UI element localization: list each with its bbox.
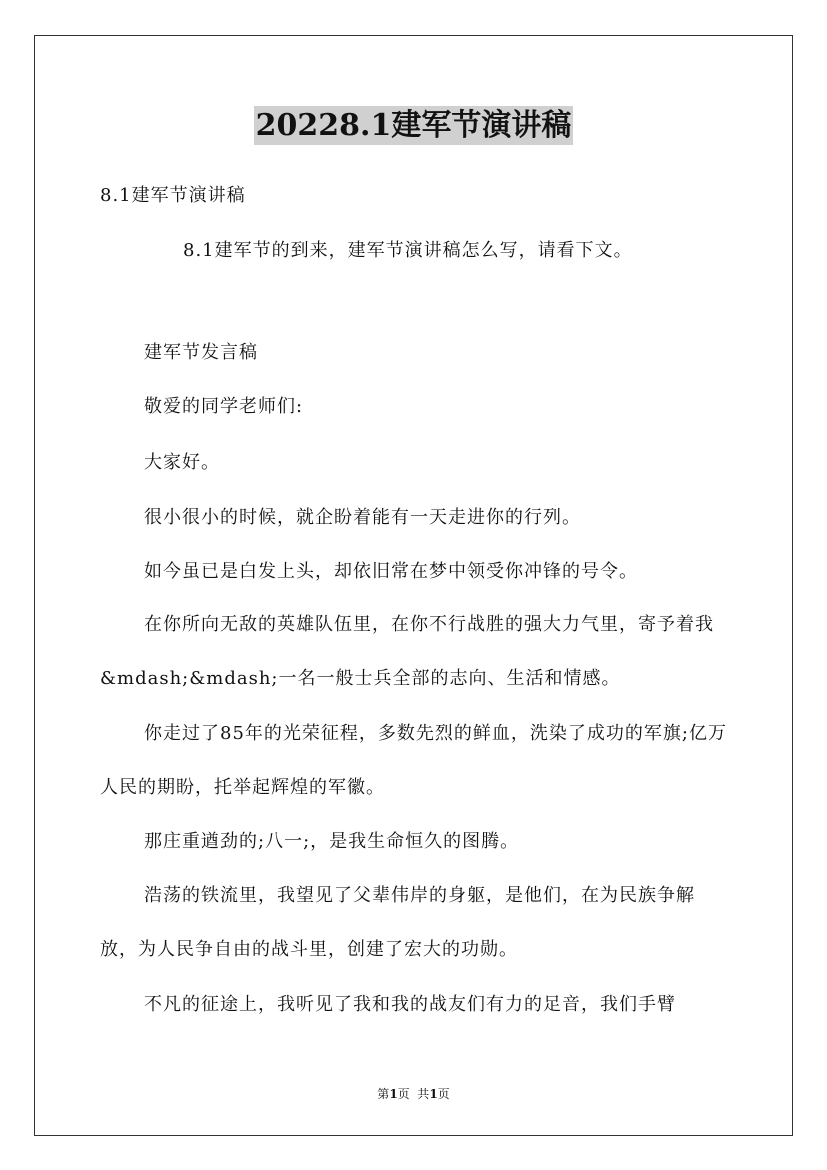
paragraph: 那庄重遒劲的;八一;，是我生命恒久的图腾。: [144, 831, 520, 852]
paragraph: 敬爱的同学老师们:: [144, 396, 304, 417]
paragraph: 不凡的征途上，我听见了我和我的战友们有力的足音，我们手臂: [144, 994, 676, 1015]
document-title-text: 20228.1建军节演讲稿: [255, 108, 572, 143]
paragraph: 如今虽已是白发上头，却依旧常在梦中领受你冲锋的号令。: [144, 561, 638, 582]
page-footer: 第1页 共1页: [377, 1087, 450, 1101]
intro-paragraph: 8.1建军节的到来，建军节演讲稿怎么写，请看下文。: [183, 240, 633, 261]
current-page-number: 1: [389, 1087, 398, 1101]
total-page-count: 1: [429, 1087, 438, 1101]
document-subtitle: 8.1建军节演讲稿: [100, 185, 246, 206]
paragraph: 建军节发言稿: [144, 342, 258, 363]
paragraph: 很小很小的时候，就企盼着能有一天走进你的行列。: [144, 507, 581, 528]
paragraph: 大家好。: [144, 452, 220, 473]
document-title: [0, 100, 827, 144]
paragraph: 浩荡的铁流里，我望见了父辈伟岸的身躯，是他们，在为民族争解放，为人民争自由的战斗里，创建了宏大的功勋。: [100, 885, 695, 960]
paragraph: 在你所向无敌的英雄队伍里，在你不行战胜的强大力气里，寄予着我&mdash;&mdash;一名一般士兵全部的志向、生活和情感。: [100, 614, 714, 689]
paragraph: 你走过了85年的光荣征程，多数先烈的鲜血，洗染了成功的军旗;亿万人民的期盼，托举起辉煌的军徽。: [100, 723, 727, 798]
